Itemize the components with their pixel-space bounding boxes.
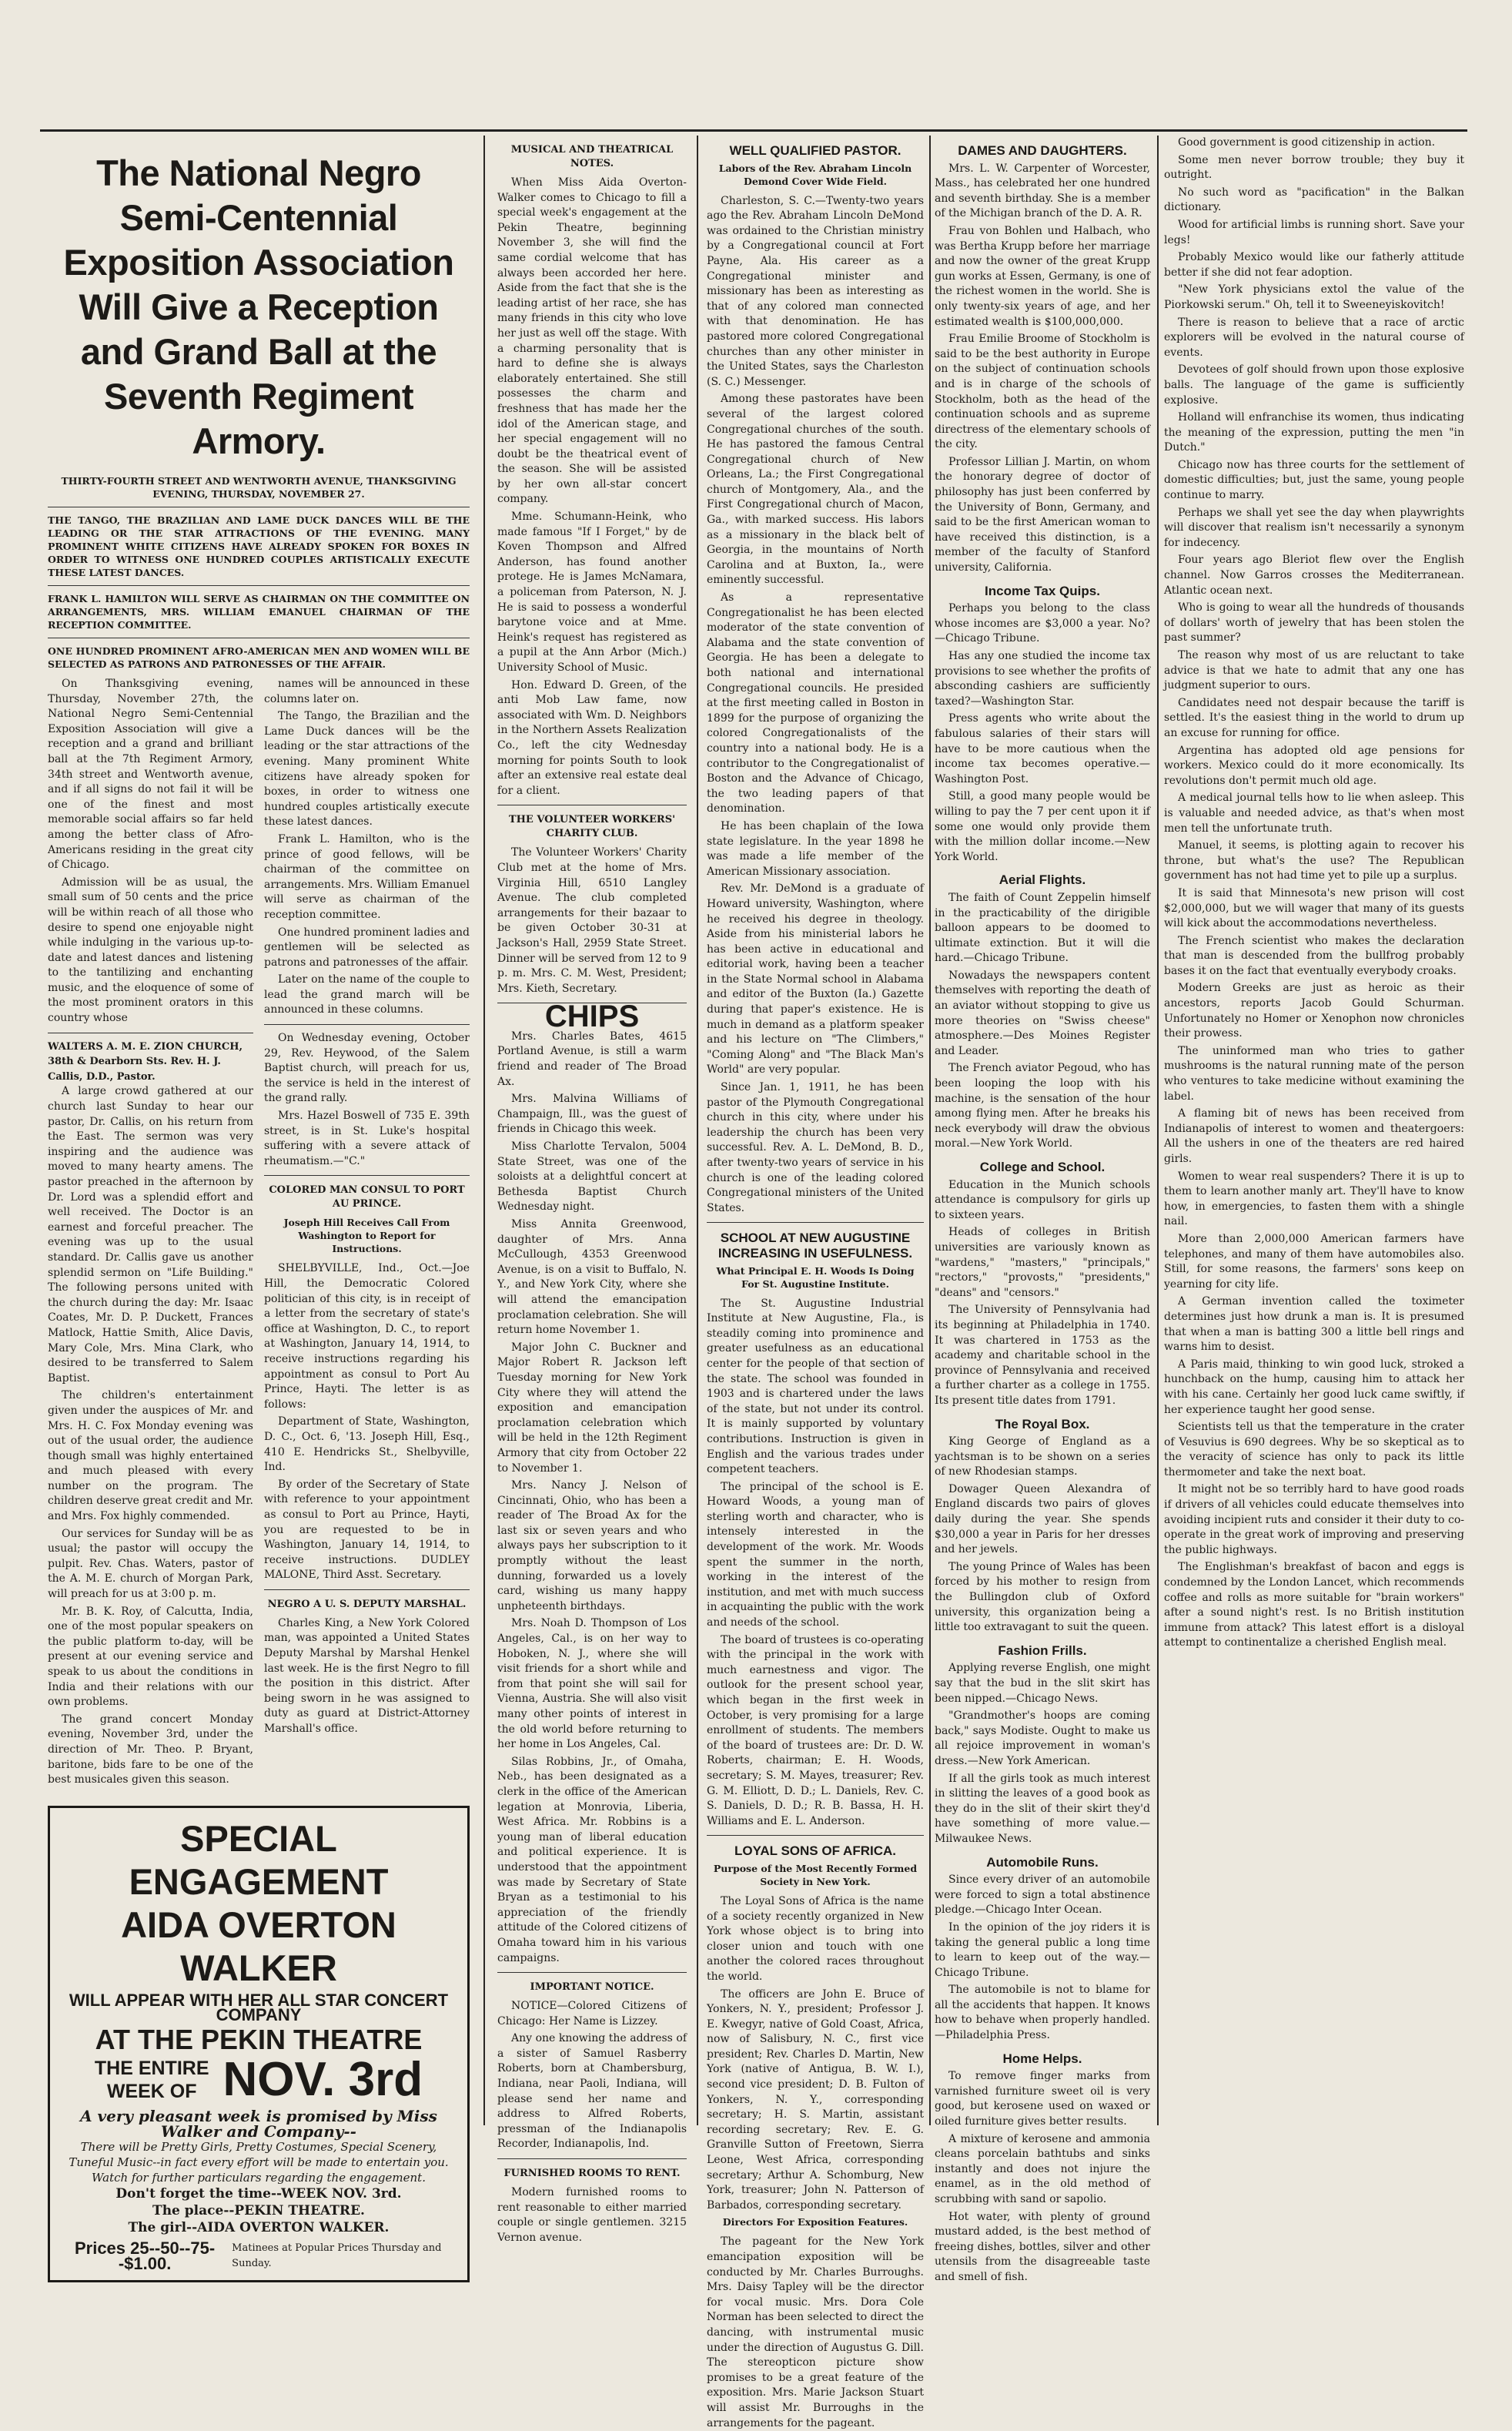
paragraph: Scientists tell us that the temperature in the crater of Vesuvius is 690 degrees. Why be so skeptical as to the veracity of science has only to pack its little thermometer and take the next boat. [1164,1421,1464,1478]
income-heading: Income Tax Quips. [985,583,1100,598]
school-heading: SCHOOL AT NEW AUGUSTINE INCREASING IN USEFULNESS. [718,1231,913,1261]
pastor-deck: Labors of the Rev. Abraham Lincoln Demond Cover Wide Field. [718,162,912,187]
ad-line: The girl--AIDA OVERTON WALKER. [128,2220,390,2236]
paragraph: To remove finger marks from varnished furniture sweet oil is very good, but kerosene used on waxed or oiled furniture gives better results. [935,2070,1150,2128]
ad-prices: Prices 25--50--75--$1.00. [74,2238,216,2273]
deck-4: ONE HUNDRED PROMINENT AFRO-AMERICAN MEN AND WOMEN WILL BE SELECTED AS PATRONS AND PATRONESSES OF THE AFFAIR. [48,645,470,670]
paragraph: A German invention called the toximeter determines just how drunk a man is. It is presumed that when a man is batting 300 a little bell rings and warns him to desist. [1164,1295,1464,1354]
paragraph: Frau Emilie Broome of Stockholm is said to be the best authority in Europe on the subject of continuation schools and is in charge of the schools of Stockholm, both as the head of the continuation schools and as supreme directress of the elementary schools of the city. [935,333,1150,451]
paragraph: A medical journal tells how to lie when asleep. This is valuable and needed advice, as that's when most men tell the unfortunate truth. [1164,792,1464,835]
ad-matinee: Matinees at Popular Prices Thursday and Sunday. [232,2242,442,2269]
ad-line: WEEK OF [106,2080,197,2102]
paragraph: The automobile is not to blame for all the accidents that happen. It knows how to behave when properly handled.—Philadelphia Press. [935,1984,1150,2042]
paragraph: SHELBYVILLE, Ind., Oct.—Joe Hill, the Democratic Colored politician of this city, is in receipt of a letter from the secretary of state's office at Washington, D. C., to report at Washington, January 14, 1914, to receive instructions regarding his appointment as consul to Port Au Prince, Hayti. The letter is as follows: [264,1262,470,1411]
ad-line: WILL APPEAR WITH HER ALL STAR CONCERT COMPANY [69,1990,449,2025]
column-5 [1164,136,1464,2125]
paragraph: King George of England as a yachtsman is to be shown on a series of new Rhodesian stamps. [935,1435,1150,1478]
ad-date-row [58,2053,460,2107]
paragraph: Applying reverse English, one might say that the bud in the slit skirt has been nipped.—Chicago News. [935,1662,1150,1705]
paragraph: The grand concert Monday evening, November 3rd, under the direction of Mr. Theo. P. Bryant, baritone, bids fare to be one of the best musicales given this season. [48,1713,253,1786]
auto-heading: Automobile Runs. [986,1854,1099,1870]
pastor-heading: WELL QUALIFIED PASTOR. [729,143,902,158]
paragraph: The board of trustees is co-operating with the principal in the work with much earnestness and vigor. The outlook for the present school year, which began in the first week in October, is very promising for a large enrollment of students. The members of the board of trustees are: Dr. D. W. Roberts, chairman; E. H. Woods, secretary; S. M. Mayes, treasurer; Rev. G. M. Elliott, D. D.; L. Daniels, Rev. C. S. Daniels, D. D.; R. B. Bassa, H. H. Williams and E. L. Anderson. [707,1633,924,1827]
paragraph: A flaming bit of news has been received from Indianapolis of interest to women and theatergoers: All the ushers in one of the theaters are red haired girls. [1164,1107,1464,1165]
school-deck: What Principal E. H. Woods Is Doing For St. Augustine Institute. [716,1264,915,1290]
paragraph: Manuel, it seems, is plotting again to recover his throne, but what's the use? The Republican government has not had time yet to pile up a surplus. [1164,839,1464,882]
paragraph: A mixture of kerosene and ammonia cleans porcelain bathtubs and sinks instantly and does not injure the enamel, as in the old method of scrubbing with sand or sapolio. [935,2132,1150,2205]
paragraph: The principal of the school is E. Howard Woods, a young man of sterling worth and character, who is intensely interested in the development of the work. Mr. Woods spent the summer in the north, working in the interest of the institution, and met with much success in acquainting the public with the work and needs of the school. [707,1480,924,1629]
ad-date: NOV. 3rd [222,2053,423,2107]
walters-heading: WALTERS A. M. E. ZION CHURCH, 38th & Dearborn Sts. Rev. H. J. Callis, D.D., Pastor. [48,1040,243,1083]
paragraph: Hot water, with plenty of ground mustard added, is the best method of freeing dishes, bottles, silver and other utensils from the disagreeable taste and smell of fish. [935,2210,1150,2283]
divider [497,2158,687,2159]
paragraph: One hundred prominent ladies and gentlemen will be selected as patrons and patronesses of the affair. [264,926,470,969]
africa-heading: LOYAL SONS OF AFRICA. [734,1843,896,1859]
paragraph: Mrs. Nancy J. Nelson of Cincinnati, Ohio, who has been a reader of The Broad Ax for the last six or seven years and who always pays her subscription to it promptly without the least dunning, forwarded us a lovely card, wishing us many happy unpheteenth birthdays. [497,1479,687,1612]
paragraph: Professor Lillian J. Martin, on whom the honorary degree of doctor of philosophy has just been conferred by the University of Bonn, Germany, and said to be the first American woman to have received this distinction, is a member of the faculty of Stanford university, California. [935,455,1150,574]
paragraph: Probably Mexico would like our fatherly attitude better if she did not fear adoption. [1164,251,1464,279]
royal-heading: The Royal Box. [995,1416,1090,1431]
paragraph: Heads of colleges in British universities are variously known as "wardens," "masters," "principals," "rectors," "provosts," "presidents," "deans" and "censors." [935,1226,1150,1299]
deck-1: THIRTY-FOURTH STREET AND WENTWORTH AVENUE, THANKSGIVING EVENING, THURSDAY, NOVEMBER 27. [61,475,457,500]
paragraph: Wood for artificial limbs is running short. Save your legs! [1164,218,1464,246]
column-2 [497,136,687,2244]
paragraph: Rev. Mr. DeMond is a graduate of Howard university, Washington, where he received his degree in theology. Aside from his ministerial labors he has been active in educational and editorial work, having been a teacher in the State Normal school in Alabama and editor of the Buxton (Ia.) Gazette during that paper's existence. He is much in demand as a platform speaker and his lecture on "The Climbers," "Coming Along" and "The Black Man's World" are very popular. [707,882,924,1077]
paragraph: Women to wear real suspenders? There it is up to them to learn another manly art. They'll have to know how, in emergencies, to fasten them with a shingle nail. [1164,1170,1464,1228]
africa-deck: Purpose of the Most Recently Formed Society in New York. [713,1862,918,1887]
column-4 [935,136,1150,2283]
paragraph: names will be announced in these columns later on. [264,678,470,705]
paragraph: By order of the Secretary of State with reference to your appointment as consul to Port au Prince, Hayti, you are requested to be in Washington, January 14, 1914, to receive instructions. DUDLEY MALONE, Third Asst. Secretary. [264,1478,470,1582]
paragraph: Frau von Bohlen und Halbach, who was Bertha Krupp before her marriage and now the owner of the great Krupp gun works at Essen, Germany, is one of the richest women in the world. She is only twenty-six years of age, and her estimated wealth is $100,000,000. [935,224,1150,328]
paragraph: The French aviator Pegoud, who has been looping the loop with his machine, is the sensation of the hour among flying men. After he breaks his neck everybody will draw the obvious moral.—New York World. [935,1062,1150,1150]
paragraph: Mme. Schumann-Heink, who made famous "If I Forget," by de Koven Thompson and Alfred Anderson, has found another protege. He is James McNamara, a policeman from Paterson, N. J. He is said to possess a wonderful barytone voice and at Mme. Heink's request has registered as a pupil at the Ann Arbor (Mich.) University School of Music. [497,511,687,674]
paragraph: Devotees of golf should frown upon those explosive balls. The language of the game is sufficiently explosive. [1164,363,1464,407]
paragraph: If all the girls took as much interest in slitting the leaves of a good book as they do in the slit of their skirt they'd have something of more value.—Milwaukee News. [935,1772,1150,1845]
ad-line: A very pleasant week is promised by Miss Walker and Company-- [80,2106,437,2141]
divider [48,585,470,586]
paragraph: Miss Charlotte Tervalon, 5004 State Street, was one of the soloists at a delightful concert at Bethesda Baptist Church Wednesday night. [497,1140,687,1214]
paragraph: Frank L. Hamilton, who is the prince of good fellows, will be chairman of the committee on arrangements. Mrs. William Emanuel will serve as chairman of the reception committee. [264,832,470,921]
top-rule [40,129,1467,132]
aerial-heading: Aerial Flights. [999,872,1086,888]
home-heading: Home Helps. [1002,2051,1082,2066]
paragraph: In the opinion of the joy riders it is taking the general public a long time to learn to keep out of the way.—Chicago Tribune. [935,1920,1150,1979]
paragraph: When Miss Aida Overton-Walker comes to Chicago to fill a special week's engagement at the Pekin Theatre, beginning November 3, she will find the same cordial welcome that has always been accorded her here. Aside from the fact that she is the leading artist of her race, she has many friends in this city who love her just as well off the stage. With a charming personality that is hard to define she is always elaborately entertained. She still possesses the charm and freshness that has made her the idol of the American stage, and her special engagement will no doubt be the theatrical event of the season. She will be assisted by her own all-star concert company. [497,176,687,506]
divider [264,1589,470,1590]
paragraph: Since every driver of an automobile were forced to sign a total abstinence pledge.—Chicago Inter Ocean. [935,1873,1150,1917]
armory-article [48,677,470,1790]
paragraph: NOTICE—Colored Citizens of Chicago: Her Name is Lizzey. [497,2000,687,2028]
paragraph: A Paris maid, thinking to win good luck, stroked a hunchback on the hump, causing him to attack her with his cane. Certainly her good luck came swiftly, if her experience taught her good sense. [1164,1358,1464,1416]
ad-line: AIDA OVERTON WALKER [121,1904,396,1988]
directors-heading: Directors For Exposition Features. [722,2216,908,2228]
ad-line: Don't forget the time--WEEK NOV. 3rd. [115,2186,402,2202]
special-engagement-ad [48,1806,470,2283]
ad-prices-row [58,2238,460,2273]
paragraph: There is reason to believe that a race of arctic explorers will be evolved in the natural course of events. [1164,316,1464,359]
paragraph: Any one knowing the address of a sister of Samuel Rasberry Roberts, born at Chambersburg, Indiana, near Paoli, Indiana, will please send her name and address to Alfred Roberts, pressman of the Indianapolis Recorder, Indianapolis, Ind. [497,2032,687,2151]
paragraph: Perhaps we shall yet see the day when playwrights will discover that realism isn't necessarily a synonym for indecency. [1164,506,1464,549]
paragraph: He has been chaplain of the Iowa state legislature. In the year 1898 he was made a life member of the American Missionary association. [707,819,924,878]
paragraph: Since Jan. 1, 1911, he has been pastor of the Plymouth Congregational church in this city, where under his leadership the church has been very successful. Rev. A. L. DeMond, B. D., after twenty-two years of service in his church is one of the leading colored Congregational ministers of the United States. [707,1081,924,1214]
paragraph: "New York physicians extol the value of the Piorkowski serum." Oh, tell it to Sweeneyiskovitch! [1164,283,1464,311]
paragraph: Mrs. Malvina Williams of Champaign, Ill., was the guest of friends in Chicago this week. [497,1093,687,1136]
paragraph: Argentina has adopted old age pensions for workers. Mexico could do it more economically. Its revolutions don't permit much old age. [1164,744,1464,787]
column-rule [1157,136,1159,2125]
consul-deck: Joseph Hill Receives Call From Washington to Report for Instructions. [283,1217,450,1255]
paragraph: Hon. Edward D. Green, of the anti Mob Law fame, now associated with Wm. D. Neighbors in the Northern Assets Realization Co., left the city Wednesday morning for points South to look after an extensive real estate deal for a client. [497,678,687,797]
paragraph: Dowager Queen Alexandra of England discards two pairs of gloves daily during the year. She spends $30,000 a year in Paris for her dresses and her jewels. [935,1482,1150,1556]
paragraph: Four years ago Bleriot flew over the English channel. Now Garros crosses the Mediterranean. Atlantic ocean next. [1164,554,1464,597]
ad-line: The place--PEKIN THEATRE. [152,2203,365,2219]
marshal-heading: NEGRO A U. S. DEPUTY MARSHAL. [267,1598,467,1610]
paragraph: The Englishman's breakfast of bacon and eggs is condemned by the London Lancet, which recommends coffee and rolls as more suitable for "brain workers" after a sound night's rest. Is no British institution immune from attack? This latest effort is a disloyal attempt to continentalize a cherished English meal. [1164,1561,1464,1649]
deck-3: FRANK L. HAMILTON WILL SERVE AS CHAIRMAN ON THE COMMITTEE ON ARRANGEMENTS, MRS. WILLIAM EMANUEL CHAIRMAN OF THE RECEPTION COMMITTEE. [48,593,470,631]
paragraph: Modern furnished rooms to rent reasonable to either married couple or single gentlemen. 3215 Vernon avenue. [497,2186,687,2244]
main-headline: The National Negro Semi-Centennial Exposition Association Will Give a Reception and Grand Ball at the Seventh Regiment Armory. [63,152,454,461]
paragraph: Charles King, a New York Colored man, was appointed a United States Deputy Marshal by Marshal Henkel last week. He is the first Negro to fill the position in this district. After being sworn in he was assigned to duty as guard at District-Attorney Marshall's office. [264,1616,470,1736]
paragraph: Charleston, S. C.—Twenty-two years ago the Rev. Abraham Lincoln DeMond was ordained to the Christian ministry by a Congregational council at Fort Payne, Ala. His career as a Congregational minister and missionary has been as interesting as that of any colored man connected with that denomination. He has pastored more colored Congregational churches than any other minister in the United States, says the Charleston (S. C.) Messenger. [707,194,924,388]
musical-heading: MUSICAL AND THEATRICAL NOTES. [510,144,674,169]
paragraph: Mrs. L. W. Carpenter of Worcester, Mass., has celebrated her one hundred and seventh birthday. She is a member of the Michigan branch of the D. A. R. [935,162,1150,220]
column-1 [48,136,470,2273]
paragraph: Press agents who write about the fabulous salaries of their stars will have to be more cautious when the income tax becomes operative.—Washington Post. [935,712,1150,785]
fashion-heading: Fashion Frills. [998,1642,1087,1658]
paragraph: Miss Annita Greenwood, daughter of Mrs. Anna McCullough, 4353 Greenwood Avenue, is on a visit to Buffalo, N. Y., and New York City, where she will attend the emancipation proclamation celebration. She will return home November 1. [497,1218,687,1337]
paragraph: Later on the name of the couple to lead the grand march will be announced in these columns. [264,973,470,1016]
column-3 [707,136,924,2429]
paragraph: Has any one studied the income tax provisions to see whether the profits of absconding cashiers are sufficiently taxed?—Washington Star. [935,650,1150,708]
ad-week-label [95,2057,209,2103]
paragraph: It might not be so terribly hard to have good roads if drivers of all vehicles could educate themselves into avoiding incipient ruts and consider it their duty to co-operate in the great work of improving and preserving the public highways. [1164,1483,1464,1556]
paragraph: The faith of Count Zeppelin himself in the practicability of the dirigible balloon appears to be doomed to ultimate extinction. But it will die hard.—Chicago Tribune. [935,891,1150,965]
paragraph: Department of State, Washington, D. C., Oct. 6, '13. Joseph Hill, Esq., 410 E. Hendricks St., Shelbyville, Ind. [264,1415,470,1474]
paragraph: Still, a good many people would be willing to pay the 7 per cent upon it if some one would only provide them with the million dollar income.—New York World. [935,790,1150,863]
paragraph: Chicago now has three courts for the settlement of domestic difficulties; but, just the same, young people continue to marry. [1164,458,1464,502]
paragraph: Modern Greeks are just as heroic as their ancestors, reports Jacob Gould Schurman. Unfortunately no Homer or Xenophon now chronicles their prowess. [1164,982,1464,1040]
paragraph: The Loyal Sons of Africa is the name of a society recently organized in New York whose object is to bring into closer union and touch with one another the colored races throughout the world. [707,1894,924,1983]
paragraph: Mrs. Hazel Boswell of 735 E. 39th street, is in St. Luke's hospital suffering with a severe attack of rheumatism.—"C." [264,1110,470,1167]
paragraph: More than 2,000,000 American farmers have telephones, and many of them have automobiles also. Still, for some reasons, the farmers' sons keep on yearning for city life. [1164,1232,1464,1291]
paragraph: Who is going to wear all the hundreds of thousands of dollars' worth of jewelry that has been stolen the past summer? [1164,601,1464,645]
armory-left-column [48,677,253,1790]
column-rule [483,136,485,2125]
divider [497,1972,687,1973]
dames-heading: DAMES AND DAUGHTERS. [958,143,1127,158]
paragraph: The young Prince of Wales has been forced by his mother to resign from the Bullingdon club of Oxford university, this organization being a little too extravagant to suit the queen. [935,1560,1150,1634]
divider [264,1175,470,1176]
ad-line: AT THE PEKIN THEATRE [95,2023,423,2055]
paragraph: Perhaps you belong to the class whose incomes are $3,000 a year. No?—Chicago Tribune. [935,602,1150,645]
paragraph: Mrs. Charles Bates, 4615 Portland Avenue, is still a warm friend and reader of The Broad Ax. [497,1030,687,1088]
paragraph: On Wednesday evening, October 29, Rev. Heywood, of the Salem Baptist church, will preach for us, the service is held in the interest of the grand rally. [264,1032,470,1105]
paragraph: The uninformed man who tries to gather mushrooms is the natural running mate of the person who ventures to take medicine without examining the label. [1164,1044,1464,1103]
consul-heading: COLORED MAN CONSUL TO PORT AU PRINCE. [269,1184,465,1210]
armory-right-column [264,677,470,1790]
paragraph: On Thanksgiving evening, Thursday, November 27th, the National Negro Semi-Centennial Exposition Association will give a reception and a grand and brilliant ball at the 7th Regiment Armory, 34th street and Wentworth avenue, and if all signs do not fail it will be one of the finest and most memorable social affairs so far held among the better class of Afro-Americans residing in the great city of Chicago. [48,678,253,872]
paragraph: The French scientist who makes the declaration that man is descended from the bullfrog probably bases it on the fact that eventually everybody croaks. [1164,934,1464,977]
paragraph: Admission will be as usual, the small sum of 50 cents and the price will be within reach of all those who desire to spend one enjoyable night while indulging in the various up-to-date and latest dances and listening to the tantilizing and enchanting music, and the eloquence of some of the most prominent orators in this country whose [48,876,253,1025]
paragraph: Education in the Munich schools attendance is compulsory for girls up to sixteen years. [935,1178,1150,1221]
paragraph: Some men never borrow trouble; they buy it outright. [1164,153,1464,182]
paragraph: Mr. B. K. Roy, of Calcutta, India, one of the most popular speakers on the public platform to-day, will be present at our evening service and speak to us about the conditions in India and their relations with our own problems. [48,1605,253,1709]
paragraph: Major John C. Buckner and Major Robert R. Jackson left Tuesday morning for New York City where they will attend the exposition and emancipation proclamation celebration which will be held in the 12th Regiment Armory that city from October 22 to November 1. [497,1341,687,1475]
rooms-heading: FURNISHED ROOMS TO RENT. [503,2168,681,2180]
paragraph: Silas Robbins, Jr., of Omaha, Neb., has been designated as a clerk in the office of the American legation at Monrovia, Liberia, West Africa. Mr. Robbins is a young man of liberal education and political experience. It is understood that the appointment was made by Secretary of State Bryan as a testimonial to his appreciation of the friendly attitude of the Colored citizens of Omaha toward him in his various campaigns. [497,1755,687,1964]
paragraph: Candidates need not despair because the tariff is settled. It's the easiest thing in the world to drum up an excuse for running for office. [1164,696,1464,739]
paragraph: The Tango, the Brazilian and the Lame Duck dances will be the leading or the star attractions of the evening. Many prominent White citizens have already spoken for boxes, in order to witness one hundred couples artistically execute these latest dances. [264,710,470,829]
volunteer-heading: THE VOLUNTEER WORKERS' CHARITY CLUB. [508,814,676,840]
divider [707,1222,924,1223]
notice-heading: IMPORTANT NOTICE. [530,1981,654,1994]
paragraph: The St. Augustine Industrial Institute at New Augustine, Fla., is steadily coming into prominence and greater usefulness as an educational center for the people of that section of the state. The school was founded in 1903 and is chartered under the laws of the state, but not under its control. It is mainly supported by voluntary contributions. Instruction is given in English and the various trades under competent teachers. [707,1297,924,1476]
ad-line: There will be Pretty Girls, Pretty Costumes, Special Scenery, Tuneful Music--in fact every effort will be made to entertain you. Watch for further particulars regarding the engagement. [69,2140,449,2185]
divider [707,1835,924,1836]
paragraph: Good government is good citizenship in action. [1178,136,1436,149]
paragraph: Holland will enfranchise its women, thus indicating the meaning of the expression, putting the men "in Dutch." [1164,411,1464,454]
paragraph: Our services for Sunday will be as usual; the pastor will occupy the pulpit. Rev. Chas. Waters, pastor of the A. M. E. church of Morgan Park, will preach for us at 3:00 p. m. [48,1527,253,1601]
divider [264,1024,470,1025]
paragraph: The University of Pennsylvania had its beginning at Philadelphia in 1740. It was chartered in 1753 as the academy and charitable school in the province of Pennsylvania and received a further charter as a college in 1755. Its present title dates from 1791. [935,1304,1150,1407]
ad-line: SPECIAL ENGAGEMENT [129,1817,389,1902]
column-rule [929,136,931,2125]
college-heading: College and School. [979,1160,1106,1174]
ad-line: THE ENTIRE [94,2057,209,2079]
column-rule [697,136,698,2125]
paragraph: It is said that Minnesota's new prison will cost $2,000,000, but we will wager that many of its guests will kick about the accommodations nevertheless. [1164,886,1464,930]
paragraph: The reason why most of us are reluctant to take advice is that we hate to admit that any one has judgment superior to ours. [1164,649,1464,692]
paragraph: The pageant for the New York emancipation exposition will be conducted by Mr. Charles Burroughs. Mrs. Daisy Tapley will be the director for vocal music. Mrs. Dora Cole Norman has been selected to direct the dancing, with instrumental music under the direction of Augustus G. Dill. The stereopticon picture show promises to be a great feature of the exposition. Mrs. Marie Jackson Stuart will assist Mr. Burroughs in the arrangements for the pageant. [707,2235,924,2429]
paragraph: Nowadays the newspapers content themselves with reporting the death of an aviator without stopping to give us more theories on "Swiss cheese" atmosphere.—Des Moines Register and Leader. [935,969,1150,1057]
paragraph: The children's entertainment given under the auspices of Mr. and Mrs. H. C. Fox Monday evening was out of the usual order, the audience though small was highly entertained and much pleased with every number on the program. The children deserve great credit and Mr. and Mrs. Fox highly commended. [48,1389,253,1523]
paragraph: "Grandmother's hoops are coming back," says Modiste. Ought to make us all rejoice improvement in woman's dress.—New York American. [935,1709,1150,1767]
paragraph: As a representative Congregationalist he has been elected moderator of the state convention of Alabama and the state convention of Georgia. He has been a delegate to both national and international Congregational councils. He presided at the first meeting called in Boston in 1899 for the purpose of organizing the colored Congregationalists of the country into a national body. He is a contributor to the Congregationalist of Boston and the Advance of Chicago, the two leading papers of that denomination. [707,591,924,815]
paragraph: The Volunteer Workers' Charity Club met at the home of Mrs. Virginia Hill, 6510 Langley Avenue. The club completed arrangements for their bazaar to be given October 30-31 at Jackson's Hall, 2959 State Street. Dinner will be served from 12 to 9 p. m. Mrs. C. M. West, President; Mrs. Kieth, Secretary. [497,846,687,995]
deck-2: THE TANGO, THE BRAZILIAN AND LAME DUCK DANCES WILL BE THE LEADING OR THE STAR ATTRACTIONS OF THE EVENING. MANY PROMINENT WHITE CITIZENS HAVE ALREADY SPOKEN FOR BOXES IN ORDER TO WITNESS ONE HUNDRED COUPLES ARTISTICALLY EXECUTE THESE LATEST DANCES. [48,514,470,578]
paragraph: The officers are John E. Bruce of Yonkers, N. Y., president; Professor J. E. Kwegyr, native of Gold Coast, Africa, now of Salisbury, N. C., first vice president; Rev. Charles D. Martin, New York (native of Antigua, B. W. I.), second vice president; D. B. Fulton of Yonkers, N. Y., corresponding secretary; H. S. Martin, assistant recording secretary; Rev. E. G. Granville Sutton of Freetown, Sierra Leone, West Africa, corresponding secretary; Arthur A. Schomburg, New York, treasurer; John N. Patterson of Barbados, corresponding secretary. [707,1987,924,2212]
paragraph: A large crowd gathered at our church last Sunday to hear our pastor, Dr. Callis, on his return from the East. The sermon was very inspiring and the audience was moved to many hearty amens. The pastor preached in the afternoon by Dr. Lord was a splendid effort and well received. The Doctor is an earnest and forceful preacher. The evening was up to the usual standard. Dr. Callis gave us another splendid sermon on "Life Building." The following persons united with the church during the day: Mr. Isaac Coates, Mr. D. P. Duckett, Frances Matlock, Hattie Smith, Alice Davis, Mary Cole, Mrs. Mina Clark, who desired to be transferred to Salem Baptist. [48,1085,253,1385]
paragraph: Mrs. Noah D. Thompson of Los Angeles, Cal., is on her way to Hoboken, N. J., where she will visit friends for a short while and from that point she will sail for Vienna, Austria. She will also visit many other points of interest in the old world before returning to her home in Los Angeles, Cal. [497,1617,687,1751]
paragraph: No such word as "pacification" in the Balkan dictionary. [1164,186,1464,214]
paragraph: Among these pastorates have been several of the largest colored Congregational churches of the south. He has pastored the famous Central Congregational church of New Orleans, La.; the First Congregational church of Montgomery, Ala., and the First Congregational church of Macon, Ga., with marked success. His labors as a missionary in the black belt of Georgia, in the mountains of North Carolina and at Buxton, Ia., were eminently successful. [707,393,924,587]
chips-heading: CHIPS [544,1000,640,1034]
